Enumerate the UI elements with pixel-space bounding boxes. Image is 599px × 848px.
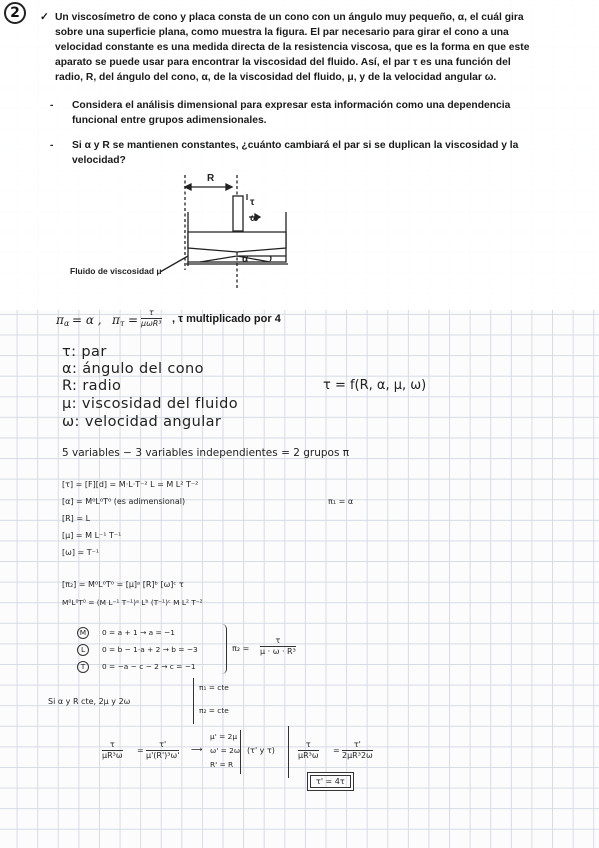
ratio-mid-num: τ': [146, 740, 179, 751]
dim-r: [R] = L: [62, 514, 91, 523]
bullet-2-line: velocidad?: [72, 155, 126, 166]
definition-omega: ω: velocidad angular: [62, 414, 222, 430]
figure-fluid-label: Fluido de viscosidad μ: [70, 266, 162, 276]
figure-label-omega: ω: [250, 213, 259, 224]
statement-line: sobre una superficie plana, como muestra la figura. El par necesario para girar el cono a una: [55, 27, 509, 38]
pi-alpha: π: [56, 313, 64, 327]
ratio2-rhs: [342, 740, 373, 761]
answer-text: , τ multiplicado por 4: [172, 313, 281, 325]
sub-mu: μ' = 2μ: [210, 732, 238, 741]
implies-arrow: ⟶: [191, 745, 203, 754]
ratio2-rhs-den: 2μR³2ω: [342, 751, 373, 760]
eq-l: 0 = b − 1·a + 2 → b = −3: [102, 645, 198, 654]
pi-2-denominator: μ · ω · R³: [260, 647, 296, 656]
pi-1-result: π₁ = α: [328, 497, 354, 506]
pi-tau: π: [112, 313, 120, 327]
figure-label-alpha: α: [242, 254, 249, 265]
sub-r: R' = R: [210, 760, 234, 769]
dim-tau: [τ] = [F][d] = M·L·T⁻² L = M L² T⁻²: [62, 480, 199, 489]
cone-plate-figure: [0, 0, 599, 310]
check-mark: ✓: [40, 12, 49, 23]
dim-mu: [μ] = M L⁻¹ T⁻¹: [62, 531, 122, 540]
result-divider: [288, 726, 289, 778]
eq-t: 0 = −a − c − 2 → c = −1: [102, 662, 196, 671]
condition-pi2: π₂ = cte: [199, 706, 229, 715]
pi-2-lhs: π₂ =: [232, 644, 250, 653]
definition-r: R: radio: [62, 378, 122, 394]
ratio2-rhs-num: τ': [342, 740, 373, 751]
figure-label-r: R: [207, 173, 215, 184]
pi-tau-equals: =: [128, 313, 139, 327]
eq-tag-m: M: [77, 627, 89, 639]
condition-text: Si α y R cte, 2μ y 2ω: [48, 697, 131, 706]
dim-omega: [ω] = T⁻¹: [62, 548, 100, 557]
dim-alpha: [α] = M⁰L⁰T⁰ (es adimensional): [62, 497, 186, 506]
pi-tau-numerator: τ: [141, 308, 162, 319]
statement-line: velocidad constante es una medida directa de la resistencia viscosa, que es la forma en que este: [55, 42, 530, 53]
eq-tag-t: T: [77, 661, 89, 673]
figure-label-tau: τ: [250, 197, 255, 208]
bullet-1-line: Considera el análisis dimensional para expresar esta información como una dependencia: [72, 100, 511, 111]
ratio-mid: [146, 740, 179, 761]
ratio2-lhs-num: τ: [298, 740, 319, 751]
pi-2-numerator: τ: [260, 636, 296, 647]
pi-tau-fraction: [141, 308, 162, 329]
ratio-lhs: [102, 740, 123, 761]
pi-tau-denominator: μωR³: [141, 319, 162, 328]
subs-brace: [240, 730, 241, 774]
bullet-2-line: Si α y R se mantienen constantes, ¿cuánto cambiará el par si se duplican la viscosidad y la: [72, 140, 519, 151]
ratio-mid-den: μ'(R')³ω': [146, 751, 180, 760]
bullet-mark: -: [50, 140, 54, 151]
statement-line: radio, R, del ángulo del cono, α, de la viscosidad del fluido, μ, y de la velocidad angular ω.: [55, 72, 497, 83]
ratio2-lhs: [298, 740, 319, 761]
subs-note: (τ' y τ): [247, 746, 275, 755]
ratio2-lhs-den: μR³ω: [298, 751, 319, 760]
pi-2-fraction: [260, 636, 296, 657]
function-relation: τ = f(R, α, μ, ω): [323, 378, 427, 393]
definition-alpha: α: ángulo del cono: [62, 361, 204, 377]
definition-mu: μ: viscosidad del fluido: [62, 396, 239, 412]
ratio2-equals: =: [333, 746, 340, 755]
sub-omega: ω' = 2ω: [210, 746, 241, 755]
ratio-equals: =: [137, 746, 144, 755]
final-answer: τ' = 4τ: [310, 775, 351, 788]
pi-alpha-value: = α ,: [72, 313, 102, 327]
eq-tag-l: L: [77, 644, 89, 656]
pi-2-expansion: M⁰L⁰T⁰ = (M L⁻¹ T⁻¹)ᵃ Lᵇ (T⁻¹)ᶜ M L² T⁻²: [62, 598, 203, 607]
ratio-lhs-den: μR³ω: [102, 751, 123, 760]
problem-number: 2: [4, 2, 26, 24]
eq-m: 0 = a + 1 → a = −1: [102, 628, 175, 637]
pi-count: 5 variables − 3 variables independientes = 2 grupos π: [62, 447, 350, 459]
equation-brace: [222, 624, 227, 674]
definition-tau: τ: par: [62, 344, 107, 360]
bullet-1-line: funcional entre grupos adimensionales.: [72, 115, 267, 126]
statement-line: Un viscosímetro de cono y placa consta de un cono con un ángulo muy pequeño, α, el cuál gira: [55, 12, 524, 23]
pi-alpha-sub: α: [64, 319, 70, 328]
condition-pi1: π₁ = cte: [199, 683, 229, 692]
ratio-lhs-num: τ: [102, 740, 123, 751]
bullet-mark: -: [50, 100, 54, 111]
pi-tau-sub: τ: [120, 319, 125, 328]
pi-2-definition: [π₂] = M⁰L⁰T⁰ = [μ]ᵃ [R]ᵇ [ω]ᶜ τ: [62, 580, 184, 589]
condition-brace: [193, 678, 194, 724]
statement-line: aparato se puede usar para encontrar la viscosidad del fluido. Así, el par τ es una función del: [55, 57, 511, 68]
